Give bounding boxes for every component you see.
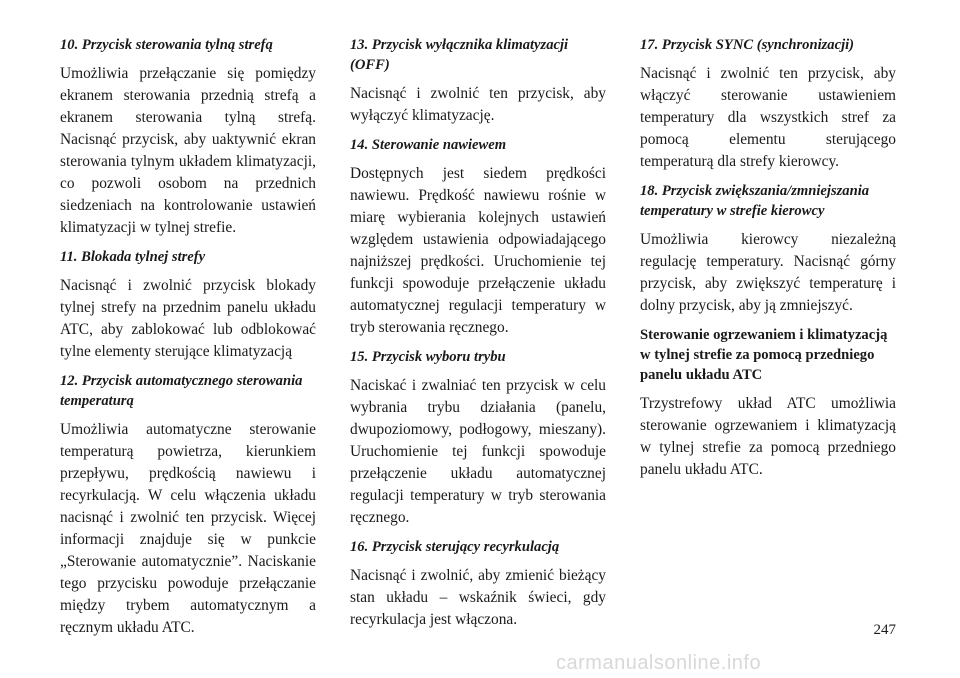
section-heading: 10. Przycisk sterowania tylną strefą: [60, 37, 273, 53]
column-2: [350, 35, 606, 639]
column-1: [60, 35, 316, 647]
section-10: [60, 35, 316, 239]
section-heading: 18. Przycisk zwiększania/zmniejszania temperatury w strefie kierowcy: [640, 183, 870, 219]
section-17: [640, 35, 896, 173]
section-15: [350, 347, 606, 529]
section-body: Naciskać i zwalniać ten przycisk w celu wybrania trybu działania (panelu, dwupoziomowy, podłogowy, mieszany). Uruchomienie tej funkcji spowoduje przełączenie układu automatycznej regulacji temperatury w tryb sterowania ręcznego.: [350, 377, 606, 526]
section-heading: 14. Sterowanie nawiewem: [350, 137, 507, 153]
section-heading: 11. Blokada tylnej strefy: [60, 249, 206, 265]
section-12: [60, 371, 316, 639]
section-body: Trzystrefowy układ ATC umożliwia sterowanie ogrzewaniem i klimatyzacją w tylnej strefie za pomocą przedniego panelu układu ATC.: [640, 395, 896, 478]
section-body: Nacisnąć i zwolnić ten przycisk, aby włączyć sterowanie ustawieniem temperatury dla wszystkich stref za pomocą elementu sterującego temperaturą dla strefy kierowcy.: [640, 65, 896, 170]
column-3: [640, 35, 896, 489]
section-body: Umożliwia przełączanie się pomiędzy ekranem sterowania przednią strefą a ekranem sterowania tylną strefą. Nacisnąć przycisk, aby uaktywnić ekran sterowania tylnym układem klimatyzacji, co pozwoli osobom na przednich siedzeniach na kontrolowanie ustawień klimatyzacji w tylnej strefie.: [60, 65, 316, 236]
section-heading: 16. Przycisk sterujący recyrkulacją: [350, 539, 560, 555]
section-14: [350, 135, 606, 339]
section-rear-zone-control: [640, 325, 896, 481]
page-number: 247: [873, 622, 896, 638]
watermark: carmanualsonline.info: [556, 652, 762, 674]
section-11: [60, 247, 316, 363]
section-body: Umożliwia kierowcy niezależną regulację temperatury. Nacisnąć górny przycisk, aby zwiększyć temperaturę i dolny przycisk, aby ją zmniejszyć.: [640, 231, 896, 314]
section-heading: 15. Przycisk wyboru trybu: [350, 349, 506, 365]
section-body: Dostępnych jest siedem prędkości nawiewu. Prędkość nawiewu rośnie w miarę wybierania kolejnych ustawień względem ustawienia odpowiadającego najniższej prędkości. Uruchomienie tej funkcji spowoduje przełączenie układu automatycznej regulacji temperatury w tryb sterowania ręcznego.: [350, 165, 606, 336]
section-body: Umożliwia automatyczne sterowanie temperaturą powietrza, kierunkiem przepływu, prędkością nawiewu i recyrkulacją. W celu włączenia układu nacisnąć i zwolnić ten przycisk. Więcej informacji znajduje się w punkcie „Sterowanie automatycznie”. Naciskanie tego przycisku powoduje przełączanie między trybem automatycznym a ręcznym układu ATC.: [60, 421, 316, 636]
section-18: [640, 181, 896, 317]
section-heading: 12. Przycisk automatycznego sterowania temperaturą: [60, 373, 303, 409]
section-13: [350, 35, 606, 127]
section-body: Nacisnąć i zwolnić, aby zmienić bieżący stan układu – wskaźnik świeci, gdy recyrkulacja jest włączona.: [350, 567, 606, 628]
section-heading: Sterowanie ogrzewaniem i klimatyzacją w tylnej strefie za pomocą przedniego panelu układu ATC: [640, 327, 888, 383]
section-body: Nacisnąć i zwolnić przycisk blokady tylnej strefy na przednim panelu układu ATC, aby zablokować lub odblokować tylne elementy sterujące klimatyzacją: [60, 277, 316, 360]
section-heading: 13. Przycisk wyłącznika klimatyzacji (OFF): [350, 37, 569, 73]
section-body: Nacisnąć i zwolnić ten przycisk, aby wyłączyć klimatyzację.: [350, 85, 606, 124]
section-heading: 17. Przycisk SYNC (synchronizacji): [640, 37, 855, 53]
section-16: [350, 537, 606, 631]
